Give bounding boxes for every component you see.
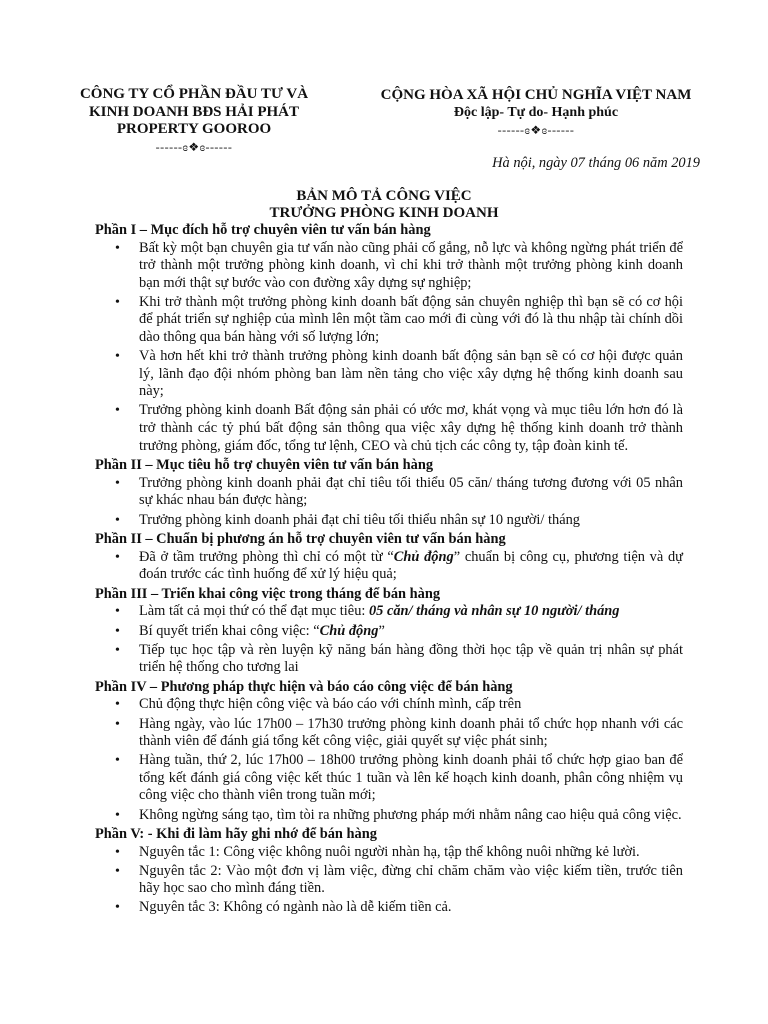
item-text: ” chuẩn bị công cụ, phương tiện và dự đoán trước các tình huống để xử lý hiệu quả; (139, 548, 683, 583)
document-title (0, 188, 768, 222)
bullet-list (95, 603, 683, 676)
item-text: Làm tất cả mọi thứ có thể đạt mục tiêu: (139, 603, 369, 620)
section-6 (95, 826, 683, 917)
document-title-line1: BẢN MÔ TẢ CÔNG VIỆC (296, 188, 472, 204)
bullet-list (95, 475, 683, 529)
bullet-list (95, 549, 683, 584)
list-item: • Trưởng phòng kinh doanh phải đạt chỉ tiêu tối thiểu nhân sự 10 người/ tháng (95, 512, 683, 530)
document-body (95, 222, 683, 919)
section-5 (95, 679, 683, 824)
section-title: Phần I – Mục đích hỗ trợ chuyên viên tư vấn bán hàng (95, 222, 431, 238)
section-title: Phần II – Mục tiêu hỗ trợ chuyên viên tư vấn bán hàng (95, 457, 434, 474)
item-text: Bí quyết triển khai công việc: “ (139, 622, 320, 639)
item-text: Đã ở tầm trưởng phòng thì chỉ có một từ “ (139, 548, 394, 565)
list-item (95, 549, 683, 584)
list-item: • Tiếp tục học tập và rèn luyện kỹ năng bán hàng đồng thời học tập về quản trị nhân sự phát triển hệ thống cho tương lai (95, 642, 683, 677)
list-item: • Nguyên tắc 2: Vào một đơn vị làm việc, đừng chỉ chăm chăm vào việc kiếm tiền, trước tiên hãy học sao cho mình đáng tiền. (95, 863, 683, 898)
section-1 (95, 222, 683, 455)
list-item: • Trưởng phòng kinh doanh phải đạt chỉ tiêu tối thiểu 05 căn/ tháng tương đương với 05 nhân sự khác nhau bán được hàng; (95, 475, 683, 510)
section-2 (95, 457, 683, 529)
section-title: Phần III – Triển khai công việc trong tháng để bán hàng (95, 585, 441, 602)
company-name-line1: CÔNG TY CỔ PHẦN ĐẦU TƯ VÀ (79, 86, 309, 102)
list-item: • Trưởng phòng kinh doanh Bất động sản phải có ước mơ, khát vọng và mục tiêu lớn hơn đó là trở thành các tỷ phú bất động sản thông qua việc xây dựng hệ thống kinh doanh trở thành trưởng phòng, giám đốc, tổng tư lệnh, CEO và chủ tịch các công ty, tập đoàn kinh tế. (95, 402, 683, 455)
nation-title: CỘNG HÒA XÃ HỘI CHỦ NGHĨA VIỆT NAM (380, 87, 692, 103)
bullet-list (95, 844, 683, 917)
list-item: • Không ngừng sáng tạo, tìm tòi ra những phương pháp mới nhằm nâng cao hiệu quả công việc. (95, 807, 683, 825)
list-item: • Hàng tuần, thứ 2, lúc 17h00 – 18h00 trưởng phòng kinh doanh phải tổ chức hợp giao ban để tổng kết đánh giá công việc kết thúc 1 tuần và lên kế hoạch kinh doanh, phân công nhiệm vụ công việc cho thành viên trong tuần mới; (95, 752, 683, 805)
list-item: • Nguyên tắc 3: Không có ngành nào là dễ kiếm tiền cả. (95, 899, 683, 917)
list-item: • Bất kỳ một bạn chuyên gia tư vấn nào cũng phải cố gắng, nỗ lực và không ngừng phát triển để trở thành một trưởng phòng kinh doanh, vì chỉ khi trở thành một trưởng phòng kinh doanh bạn mới thật sự bước vào con đường xây dựng sự nghiệp; (95, 240, 683, 293)
item-emphasis: Chủ động (393, 548, 454, 565)
document-title-line2: TRƯỞNG PHÒNG KINH DOANH (269, 205, 499, 221)
item-emphasis: 05 căn/ tháng và nhân sự 10 người/ tháng (368, 603, 620, 620)
section-3 (95, 531, 683, 584)
company-name-line2: KINH DOANH BĐS HẢI PHÁT (88, 103, 300, 120)
section-title: Phần IV – Phương pháp thực hiện và báo cáo công việc để bán hàng (95, 678, 513, 695)
list-item (95, 603, 683, 621)
list-item: • Hàng ngày, vào lúc 17h00 – 17h30 trưởng phòng kinh doanh phải tổ chức họp nhanh với các thành viên để đánh giá tổng kết công việc, giải quyết sự việc phát sinh; (95, 716, 683, 751)
list-item: • Chủ động thực hiện công việc và báo cáo với chính mình, cấp trên (95, 696, 683, 714)
list-item: • Khi trở thành một trưởng phòng kinh doanh bất động sản chuyên nghiệp thì bạn sẽ có cơ hội để phát triển sự nghiệp của mình lên một tầm cao mới đi cùng với đó là thu nhập tài chính dồi dào thông qua bán hàng với số lượng lớn; (95, 294, 683, 347)
company-name-line3: PROPERTY GOOROO (116, 121, 272, 137)
document-date: Hà nội, ngày 07 tháng 06 năm 2019 (492, 155, 700, 171)
company-ornament: ------ɞ❖ɞ------ (155, 139, 233, 154)
section-title: Phần II – Chuẩn bị phương án hỗ trợ chuyên viên tư vấn bán hàng (95, 531, 506, 548)
nation-ornament: ------ɞ❖ɞ------ (497, 123, 575, 137)
section-title: Phần V: - Khi đi làm hãy ghi nhớ để bán hàng (95, 826, 377, 843)
bullet-list (95, 240, 683, 456)
nation-header (356, 86, 716, 138)
motto: Độc lập- Tự do- Hạnh phúc (453, 105, 619, 120)
item-emphasis: Chủ động (319, 622, 379, 639)
list-item: • Và hơn hết khi trở thành trưởng phòng kinh doanh bất động sản bạn sẽ có cơ hội được quản lý, lãnh đạo đội nhóm phòng ban làm nền tảng cho việc xây dựng hệ thống kinh doanh sau này; (95, 348, 683, 401)
list-item: • Nguyên tắc 1: Công việc không nuôi người nhàn hạ, tập thể không nuôi những kẻ lười. (95, 844, 683, 862)
bullet-list (95, 696, 683, 824)
section-4 (95, 586, 683, 677)
company-header (40, 86, 348, 155)
item-text: ” (378, 622, 385, 639)
list-item (95, 623, 683, 641)
